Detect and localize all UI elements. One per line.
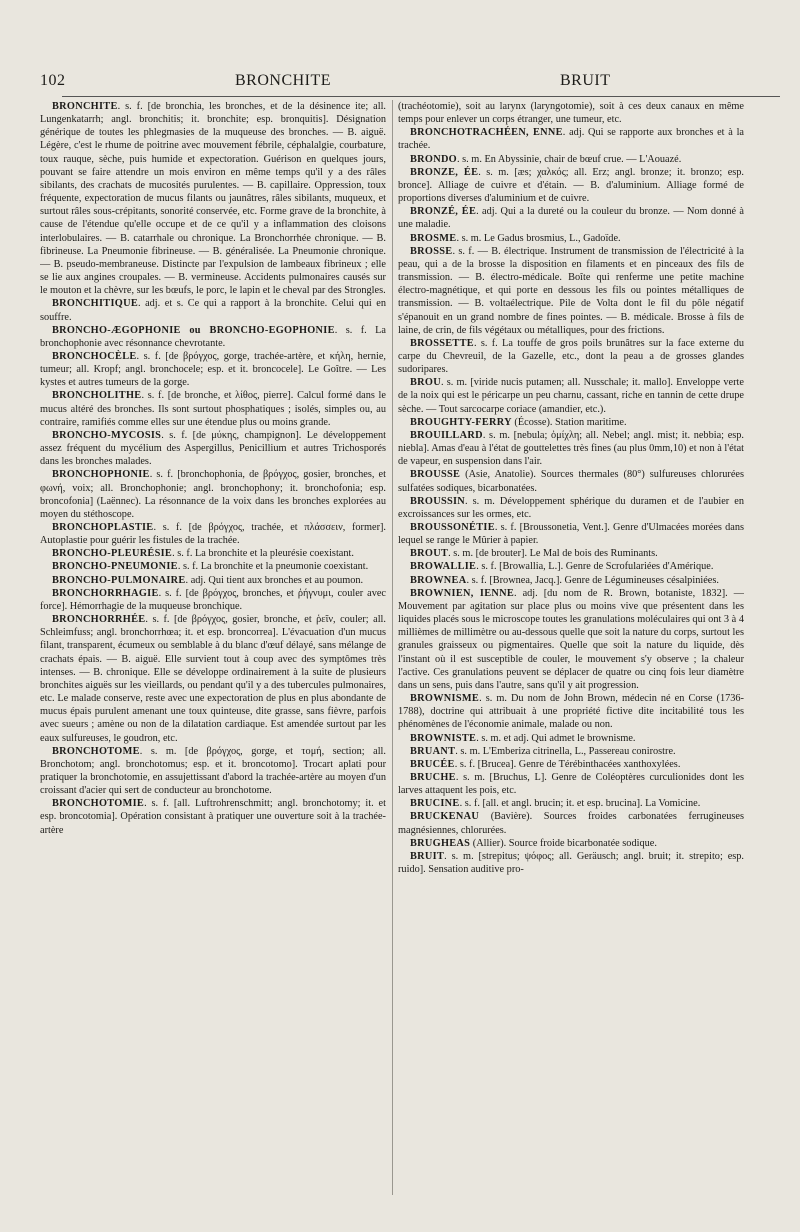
- dictionary-entry: [40, 297, 386, 323]
- entry-headword: BRONCHITIQUE: [52, 298, 138, 310]
- dictionary-entry: [398, 758, 744, 771]
- dictionary-entry: [398, 745, 744, 758]
- entry-headword: BROSME: [410, 232, 457, 244]
- dictionary-entry: [398, 468, 744, 494]
- entry-definition: . s. f. [de bronche, et λίθος, pierre]. Calcul formé dans le mucus altéré des bronches. Ils sont surtout phosphatiques ; isolés, simples ou, au contraire, ramifiés comme elles sur une étendue plus ou moins grande.: [40, 390, 386, 428]
- entry-headword: BRONCHOPHONIE: [52, 469, 150, 481]
- entry-headword: BRONCHO-PNEUMONIE: [52, 561, 178, 573]
- entry-definition: . s. f. [all. et angl. brucin; it. et esp. brucina]. La Vomicine.: [459, 798, 701, 810]
- entry-headword: BRONCHO-MYCOSIS: [52, 429, 162, 441]
- entry-definition: . s. m. Développement sphérique du duramen et de l'aubier en excroissances sur les ormes, etc.: [398, 495, 744, 520]
- entry-definition: . s. m. [æs; χαλκός; all. Erz; angl. bronze; it. bronzo; esp. bronce]. Alliage de cuivre et d'étain. — B. d'aluminium. Alliage formé de proportions diverses d'aluminium et de cuivre.: [398, 166, 744, 205]
- entry-definition: . s. f. La bronchite et la pleurésie coexistant.: [172, 548, 354, 560]
- dictionary-entry: [398, 797, 744, 810]
- entry-headword: BROWALLIE: [410, 561, 477, 573]
- dictionary-entry: [398, 587, 744, 692]
- entry-headword: BRUGHEAS: [410, 837, 471, 849]
- dictionary-entry: [398, 574, 744, 587]
- dictionary-entry: [40, 429, 386, 468]
- entry-definition: . s. m. [de brouter]. Le Mal de bois des Ruminants.: [448, 548, 658, 560]
- dictionary-entry: [398, 416, 744, 429]
- entry-definition: . adj. et s. Ce qui a rapport à la bronchite. Celui qui en souffre.: [40, 298, 386, 323]
- entry-headword: BRONZE, ÉE: [410, 166, 479, 178]
- entry-definition: . s. f. [Brucea]. Genre de Térébinthacées xanthoxylées.: [454, 758, 681, 770]
- entry-definition: . s. m. Du nom de John Brown, médecin né en Corse (1736-1788), doctrine qui attribuait à une propriété fictive dite incitabilité tous les phénomènes de l'économie animale, malade ou non.: [398, 693, 744, 731]
- entry-definition: . s. f. [Broussonetia, Vent.]. Genre d'Ulmacées morées dans lequel se range le Mûrier à papier.: [398, 522, 744, 547]
- entry-headword: BROSSETTE: [410, 337, 474, 349]
- entry-headword: BROSSE: [410, 245, 453, 257]
- entry-definition: . s. m. Le Gadus brosmius, L., Gadoïde.: [456, 232, 621, 244]
- dictionary-entry: [40, 389, 386, 428]
- entry-definition: . s. m. [de βρόγχος, gorge, et τομή, section; all. Bronchotom; angl. bronchotomus; esp. et it. broncotomo]. Trocart aplati pour pratiquer la bronchotomie, en assujettissant d'abord la trachée-artère au moyen d'un croissant d'acier qui sert de conducteur au bronchotome.: [40, 745, 386, 797]
- entry-definition: . s. m. [strepitus; ψόφος; all. Geräusch; angl. bruit; it. strepito; esp. ruido]. Sensation auditive pro-: [398, 850, 744, 876]
- dictionary-entry: [398, 521, 744, 547]
- dictionary-entry: [40, 100, 386, 297]
- entry-headword: BRONCHOPLASTIE: [52, 522, 154, 533]
- dictionary-entry: [40, 521, 386, 547]
- entry-headword: BROU: [410, 377, 441, 389]
- entry-headword: BROWNISTE: [410, 732, 477, 744]
- entry-definition: . s. m. [viride nucis putamen; all. Nusschale; it. mallo]. Enveloppe verte de la noix qui est le péricarpe un peu charnu, cassant, riche en tannin de cette drupe sèche. — Tout sarcocarpe coriace (amandier, etc.).: [398, 377, 744, 415]
- dictionary-entry: [398, 837, 744, 850]
- entry-headword: BRUIT: [410, 850, 445, 862]
- entry-definition: . s. m. [Bruchus, L]. Genre de Coléoptères curculionides dont les larves attaquent les pois, etc.: [398, 771, 744, 797]
- running-head-right: BRUIT: [560, 72, 611, 89]
- dictionary-entry: [398, 850, 744, 876]
- entry-headword: BROUSSIN: [410, 495, 466, 507]
- dictionary-entry: [398, 732, 744, 745]
- entry-headword: BRUCÉE: [410, 758, 455, 770]
- entry-definition: . s. f. [de βρόγχος, gosier, bronche, et ῥεῖν, couler; all. Schleimfuss; angl. bronchorrhœa; it. et esp. broncorrea]. L'évacuation d'un mucus filant, transparent, écumeux ou semblable à du blanc d'œuf délayé, sans mélange de crachats épais. — B. aiguë. Elle survient tout à coup avec des symptômes très intenses. — B. chronique. Elle se développe ordinairement à la suite de plusieurs bronchites aiguës sur les vieillards, ou pendant qu'il y a des tubercules pulmonaires, etc. Le malade conserve, reste avec une expectoration de plus en plus abondante de mucus épais purulent amenant une toux quinteuse, dite grasse, sans fièvre, parfois avec sueurs ; amène ou non de la dilatation cardiaque. Est amendée surtout par les eaux sulfureuses, le goudron, etc.: [40, 614, 386, 744]
- entry-definition: . adj. Qui se rapporte aux bronches et à la trachée.: [398, 127, 744, 152]
- entry-headword: BRUCKENAU: [410, 811, 480, 823]
- entry-definition: . s. m. L'Emberiza citrinella, L., Passereau conirostre.: [455, 745, 676, 757]
- dictionary-entry: [398, 692, 744, 731]
- entry-headword: BRONCHOTRACHÉEN, ENNE: [410, 127, 563, 139]
- left-column: [40, 100, 386, 1195]
- dictionary-entry: [398, 166, 744, 205]
- dictionary-entry: [398, 429, 744, 468]
- entry-headword: BRONCHOCÈLE: [52, 350, 137, 362]
- dictionary-entry: [40, 574, 386, 587]
- entry-headword: BRONCHORRHÉE: [52, 614, 146, 626]
- entry-headword: BRONCHO-PLEURÉSIE: [52, 548, 173, 560]
- dictionary-entry: [40, 547, 386, 560]
- entry-definition: (Écosse). Station maritime.: [511, 416, 627, 428]
- entry-headword: BRONCHITE: [52, 101, 118, 112]
- entry-headword: BRONCHORRHAGIE: [52, 587, 159, 599]
- entry-definition: . s. f. [de bronchia, les bronches, et de la désinence ite; all. Lungenkatarrh; angl. bronchitis; it. bronchite; esp. bronquitis]. Désignation générique de toutes les phlegmasies de la muqueuse des bronches. — B. aiguë. Légère, c'est le rhume de poitrine avec mouvement fébrile, céphalalgie, courbature, toux rauque, sèche, puis humide et expectoration. Guérison en quelques jours, pouvant se faire attendre un mois environ en même temps qu'il y a des râles sibilants, des crachats de mucosités purulentes. — B. capillaire. Oppression, toux fréquente, expectoration de mucus filants ou jaunâtres, râles sibilants, muqueux, et surtout râles sous-crépitants, sonorité conservée, etc. Forme grave de la bronchite, à cause de l'étendue qu'elle occupe et de ce qu'il y a inflammation des cloisons interlobulaires. — B. catarrhale ou chronique. La Bronchorrhée chronique. — B. fibrineuse. La Pneumonie fibrineuse. — B. généralisée. La Pneumonie chronique. — B. pseudo-membraneuse. Distincte par l'expulsion de lambeaux fibrineux ; elle se lie aux angines croupales. — B. vermineuse. Accidents pulmonaires causés sur le mouton et la chèvre, sur les bœufs, le porc, le lapin et le cheval par des Strongles.: [40, 101, 386, 297]
- entry-headword: BRONCHOLITHE: [52, 390, 142, 402]
- dictionary-entry: [398, 337, 744, 376]
- page-header: [40, 72, 780, 94]
- dictionary-entry: [40, 745, 386, 798]
- dictionary-entry: [398, 126, 744, 152]
- dictionary-entry: [398, 547, 744, 560]
- entry-headword: BROUSSE: [410, 469, 461, 481]
- entry-definition: . s. f. [bronchophonia, de βρόγχος, gosier, bronches, et φωνή, voix; all. Bronchophonie; angl. bronchophony; it. bronchofonia; esp. broncofonia] (Laënnec). La résonnance de la voix dans les bronches explorées au moyen du stéthoscope.: [40, 469, 386, 520]
- dictionary-entry: [398, 100, 744, 126]
- entry-definition: . adj. Qui a la dureté ou la couleur du bronze. — Nom donné à une maladie.: [398, 206, 744, 231]
- dictionary-entry: [398, 810, 744, 836]
- entry-definition: . s. f. [de βρόγχος, bronches, et ῥήγνυμι, couler avec force]. Hémorrhagie de la muqueuse bronchique.: [40, 587, 386, 612]
- entry-headword: BRONCHOTOME: [52, 745, 140, 757]
- dictionary-entry: [40, 350, 386, 389]
- dictionary-entry: [40, 797, 386, 836]
- entry-headword: BROUILLARD: [410, 429, 483, 441]
- dictionary-entry: [398, 205, 744, 231]
- dictionary-entry: [40, 613, 386, 745]
- entry-definition: . s. m. [nebula; ὀμίχλη; all. Nebel; angl. mist; it. nebbia; esp. niebla]. Amas d'eau à l'état de gouttelettes très fines (au plus 0mm,10) et non à l'état de vapeur, en suspension dans l'air.: [398, 429, 744, 468]
- dictionary-entry: [398, 560, 744, 573]
- running-head-left: BRONCHITE: [235, 72, 332, 89]
- header-rule: [62, 96, 780, 97]
- dictionary-entry: [40, 468, 386, 521]
- entry-definition: (Allier). Source froide bicarbonatée sodique.: [470, 837, 657, 849]
- entry-headword: BRUCHE: [410, 771, 456, 783]
- entry-definition: . adj. Qui tient aux bronches et au poumon.: [185, 574, 364, 586]
- column-separator: [392, 100, 393, 1195]
- entry-headword: BRONDO: [410, 153, 457, 165]
- entry-headword: BRONCHO-PULMONAIRE: [52, 574, 186, 586]
- entry-definition: (trachéotomie), soit au larynx (laryngotomie), soit à ces deux canaux en même temps pour enlever un corps étranger, une tumeur, etc.: [398, 101, 744, 126]
- entry-definition: (Bavière). Sources froides carbonatées ferrugineuses magnésiennes, chlorurées.: [398, 811, 744, 836]
- entry-definition: . s. m. et adj. Qui admet le brownisme.: [476, 732, 636, 744]
- dictionary-entry: [40, 324, 386, 350]
- entry-headword: BROUT: [410, 548, 449, 560]
- entry-definition: . s. f. La bronchite et la pneumonie coexistant.: [177, 561, 369, 573]
- dictionary-entry: [40, 560, 386, 573]
- entry-headword: BRONZÉ, ÉE: [410, 206, 477, 218]
- entry-definition: . s. f. [de μύκης, champignon]. Le développement assez fréquent du mycélium des Aspergillus, Penicillium et autres Trichosporés dans les bronches malades.: [40, 429, 386, 468]
- entry-definition: . s. f. La touffe de gros poils brunâtres sur la face externe du carpe du Chevreuil, de la Gazelle, etc., dont la peau a de grosses glandes sudoripares.: [398, 337, 744, 376]
- entry-definition: . s. f. [Browallia, L.]. Genre de Scrofulariées d'Amérique.: [476, 561, 714, 573]
- right-column: [398, 100, 744, 1195]
- entry-headword: BRUCINE: [410, 798, 460, 810]
- entry-definition: . adj. [du nom de R. Brown, botaniste, 1832]. — Mouvement par agitation sur place plus ou moins vive que présentent dans les liquides placés sous le microscope toutes les granulations moléculaires qui ont 3 à 4 millièmes de millimètre ou au-dessous quelle que soit la nature du corps, surtout les granules graisseux ou pigmentaires. Quelle que soit la nature du liquide, dès l'instant où il est susceptible de couler, le mouvement s'y observe ; la chaleur l'active. Ces granulations peuvent se déplacer de quatre ou cinq fois leur diamètre dans un sens, puis dans l'autre, sans qu'il y ait progression.: [398, 587, 744, 691]
- entry-definition: . s. f. [Brownea, Jacq.]. Genre de Légumineuses césalpiniées.: [466, 574, 719, 586]
- dictionary-entry: [398, 376, 744, 415]
- entry-headword: BRONCHO-ÆGOPHONIE ou BRONCHO-EGOPHONIE: [52, 324, 335, 336]
- dictionary-entry: [398, 153, 744, 166]
- entry-headword: BRUANT: [410, 745, 456, 757]
- page-number: 102: [40, 72, 66, 89]
- dictionary-entry: [398, 771, 744, 797]
- dictionary-entry: [398, 495, 744, 521]
- dictionary-entry: [398, 245, 744, 337]
- entry-definition: . s. f. La bronchophonie avec résonnance chevrotante.: [40, 324, 386, 349]
- entry-definition: . s. f. — B. électrique. Instrument de transmission de l'électricité à la peau, qui a de la brosse la disposition en filaments et en pinceaux des fils de transmission. — B. électro-médicale. Boîte qui renferme une petite machine électro-magnétique, et qui porte en dessous les fils ou pointes métalliques de transmission. — B. voltaélectrique. Pile de Volta dont le fil du pôle négatif s'épanouit en un grand nombre de fines pointes. — B. médicale. Brosse à fils de laine, de crin, de fils végétaux ou métalliques, pour des frictions.: [398, 245, 744, 336]
- dictionary-entry: [398, 232, 744, 245]
- entry-headword: BROUSSONÉTIE: [410, 522, 495, 533]
- entry-headword: BRONCHOTOMIE: [52, 798, 145, 810]
- entry-definition: . s. f. [de βρόγχος, trachée, et πλάσσειν, former]. Autoplastie pour guérir les fistules de la trachée.: [40, 522, 386, 547]
- entry-headword: BROWNISME: [410, 693, 480, 705]
- dictionary-entry: [40, 587, 386, 613]
- entry-headword: BROUGHTY-FERRY: [410, 416, 512, 428]
- entry-definition: . s. f. [all. Luftrohrenschmitt; angl. bronchotomy; it. et esp. broncotomia]. Opération consistant à pratiquer une ouverture soit à la trachée-artère: [40, 798, 386, 836]
- entry-headword: BROWNIEN, IENNE: [410, 587, 515, 599]
- entry-definition: . s. m. En Abyssinie, chair de bœuf crue. — L'Aouazé.: [457, 153, 682, 165]
- entry-definition: . s. f. [de βρόγχος, gorge, trachée-artère, et κήλη, hernie, tumeur; all. Kropf; angl. bronchocele; esp. et it. broncocele]. Le Goître. — Les kystes et autres tumeurs de la gorge.: [40, 350, 386, 389]
- entry-definition: (Asie, Anatolie). Sources thermales (80°) sulfureuses chlorurées sulfatées sodiques, bicarbonatées.: [398, 469, 744, 494]
- entry-headword: BROWNEA: [410, 574, 467, 586]
